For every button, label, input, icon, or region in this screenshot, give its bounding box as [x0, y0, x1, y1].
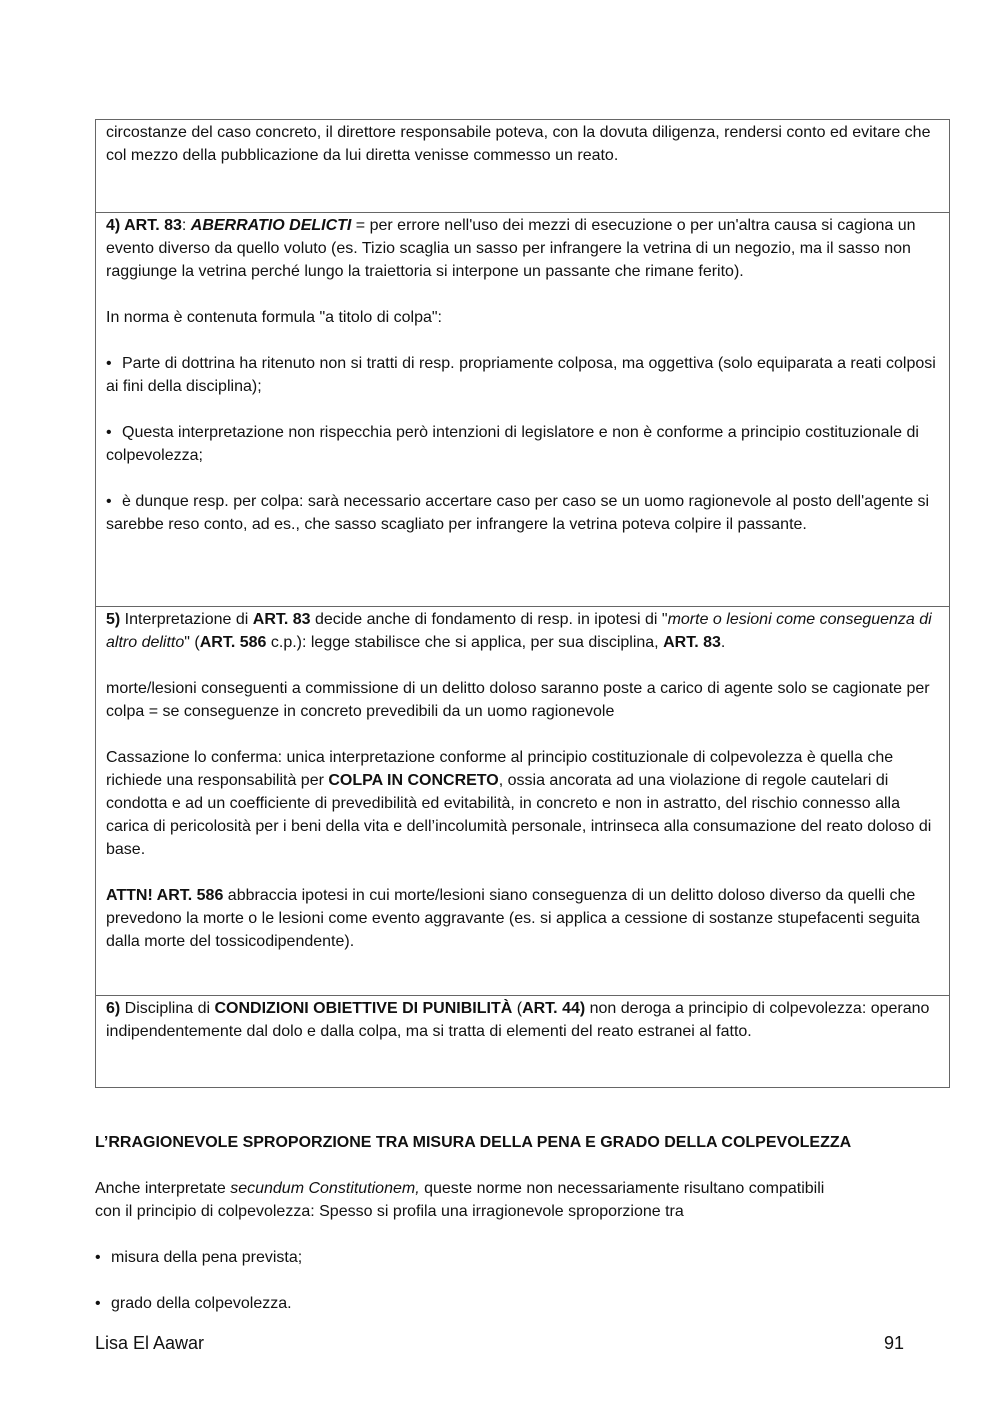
bullet-icon: •	[106, 355, 112, 372]
item-number: 6)	[106, 1000, 121, 1017]
notes-table	[95, 119, 950, 1088]
paragraph: 5) Interpretazione di ART. 83 decide anche di fondamento di resp. in ipotesi di "morte o lesioni come conseguenza di altro delitto" (ART. 586 c.p.): legge stabilisce che si applica, per sua disciplina, ART. 83.	[106, 611, 932, 651]
bullet-item: • grado della colpevolezza.	[95, 1292, 915, 1315]
table-cell	[96, 996, 950, 1088]
table-cell	[96, 120, 950, 213]
table-cell	[96, 213, 950, 607]
table-row	[96, 213, 950, 607]
latin-term: ABERRATIO DELICTI	[190, 217, 352, 234]
bullet-icon: •	[106, 424, 112, 441]
table-row	[96, 120, 950, 213]
bullet-icon: •	[106, 493, 112, 510]
table-row	[96, 996, 950, 1088]
footer-author: Lisa El Aawar	[95, 1333, 205, 1353]
bullet-item: • misura della pena prevista;	[95, 1246, 915, 1269]
item-number: 4) ART. 83	[106, 217, 182, 234]
table-cell	[96, 607, 950, 996]
bullet-item: • Questa interpretazione non rispecchia però intenzioni di legislatore e non è conforme a principio costituzionale di colpevolezza;	[106, 421, 939, 467]
paragraph: 4) ART. 83: ABERRATIO DELICTI = per errore nell'uso dei mezzi di esecuzione o per un'altra causa si cagiona un evento diverso da quello voluto (es. Tizio scaglia un sasso per infrangere la vetrina di un negozio, ma il sasso non raggiunge la vetrina perché lungo la traiettoria si interpone un passante che rimane ferito).	[106, 217, 916, 280]
bullet-icon: •	[95, 1295, 101, 1312]
bullet-item: • è dunque resp. per colpa: sarà necessario accertare caso per caso se un uomo ragionevole al posto dell'agente si sarebbe reso conto, ad es., che sasso scagliato per infrangere la vetrina poteva colpire il passante.	[106, 490, 939, 536]
paragraph: ATTN! ART. 586 abbraccia ipotesi in cui morte/lesioni siano conseguenza di un delitto doloso diverso da quelli che prevedono la morte o le lesioni come evento aggravante (es. si applica a cessione di sostanze stupefacenti seguita dalla morte del tossicodipendente).	[106, 887, 920, 950]
bullet-icon: •	[95, 1249, 101, 1266]
paragraph: Cassazione lo conferma: unica interpretazione conforme al principio costituzionale di colpevolezza è quella che richiede una responsabilità per COLPA IN CONCRETO, ossia ancorata ad una violazione di regole cautelari di condotta e ad un coefficiente di prevedibilità ed evitabilità, in concreto e non in astratto, del rischio connesso alla carica di pericolosità per i beni della vita e dell’incolumità personale, intrinseca alla consumazione del reato doloso di base.	[106, 749, 932, 858]
table-row	[96, 607, 950, 996]
paragraph: morte/lesioni conseguenti a commissione di un delitto doloso saranno poste a carico di agente solo se cagionate per colpa = se conseguenze in concreto prevedibili da un uomo ragionevole	[106, 680, 930, 720]
section-heading: L’RRAGIONEVOLE SPROPORZIONE TRA MISURA DELLA PENA E GRADO DELLA COLPEVOLEZZA	[95, 1134, 852, 1151]
paragraph: circostanze del caso concreto, il direttore responsabile poteva, con la dovuta diligenza, rendersi conto ed evitare che col mezzo della pubblicazione da lui diretta venisse commesso un reato.	[106, 124, 931, 164]
proportion-section	[95, 1131, 915, 1315]
paragraph: 6) Disciplina di CONDIZIONI OBIETTIVE DI PUNIBILITÀ (ART. 44) non deroga a principio di colpevolezza: operano indipendentemente dal dolo e dalla colpa, ma si tratta di elementi del reato estranei al fatto.	[106, 1000, 930, 1040]
paragraph: In norma è contenuta formula "a titolo di colpa":	[106, 309, 442, 326]
bullet-item: • Parte di dottrina ha ritenuto non si tratti di resp. propriamente colposa, ma oggettiva (solo equiparata a reati colposi ai fini della disciplina);	[106, 352, 939, 398]
page-number: 91	[884, 1333, 905, 1353]
item-number: 5)	[106, 611, 121, 628]
paragraph: Anche interpretate secundum Constitutionem, queste norme non necessariamente risultano compatibili con il principio di colpevolezza: Spesso si profila una irragionevole sproporzione tra	[95, 1180, 825, 1220]
